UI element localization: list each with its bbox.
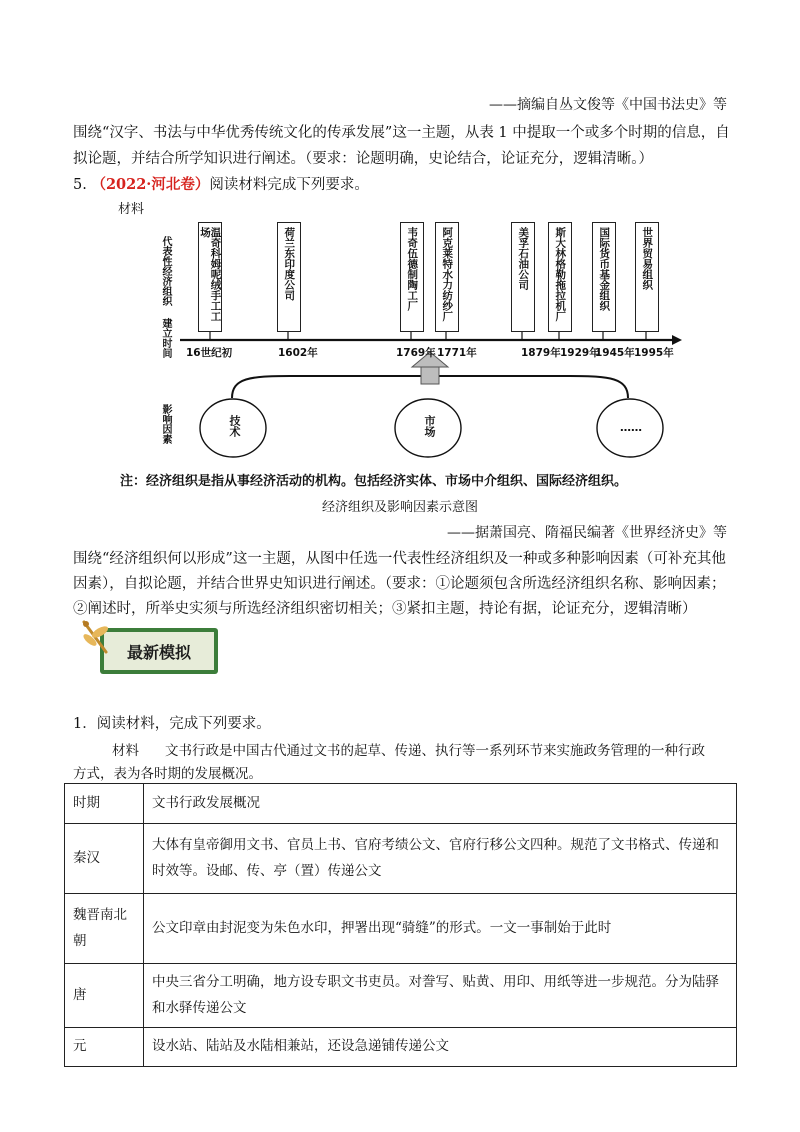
table-cell-period: 唐: [65, 964, 144, 1028]
table-cell-desc: 中央三省分工明确，地方设专职文书吏员。对誊写、贴黄、用印、用纸等进一步规范。分为陆驿和水驿传递公文: [144, 964, 737, 1028]
year-label: 1945年: [595, 347, 635, 359]
table-row: [65, 894, 737, 964]
org-box-wto: 世界贸易组织: [635, 222, 659, 332]
org-box-arkwright: 阿克莱特水力纺纱厂: [435, 222, 459, 332]
section-banner-label: 最新模拟: [104, 632, 214, 670]
q5-prompt-line-2: 因素），自拟论题，并结合世界史知识进行阐述。（要求：①论题须包含所选经济组织名称、影响因素；: [73, 576, 726, 592]
document-admin-table: [64, 783, 737, 1067]
org-box-stalingrad-tractor: 斯大林格勒拖拉机厂: [548, 222, 572, 332]
table-cell-period: 魏晋南北朝: [65, 894, 144, 964]
factor-market: 市场: [423, 415, 436, 437]
sim1-prompt: 1．阅读材料，完成下列要求。: [73, 716, 271, 732]
q5-instruction: 阅读材料完成下列要求。: [209, 177, 369, 193]
table-cell-period: 元: [65, 1028, 144, 1067]
table-header-row: [65, 784, 737, 824]
sim1-material-line-2: 方式，表为各时期的发展概况。: [73, 766, 262, 782]
diagram-caption: 经济组织及影响因素示意图: [321, 500, 478, 515]
q5-prompt-line-3: ②阐述时，所举史实须与所选经济组织密切相关；③紧扣主题，持论有据，论证充分，逻辑清晰）: [73, 601, 697, 617]
factor-technology: 技术: [228, 415, 241, 437]
year-label: 1769年: [396, 347, 436, 359]
org-box-standard-oil: 美孚石油公司: [511, 222, 535, 332]
q5-prompt-line-1: 围绕“经济组织何以形成”这一主题，从图中任选一代表性经济组织及一种或多种影响因素（可补充其他: [73, 551, 726, 567]
table-header-period: 时期: [65, 784, 144, 824]
table-header-overview: 文书行政发展概况: [144, 784, 737, 824]
year-label: 1929年: [560, 347, 600, 359]
source-citation-calligraphy: ——摘编自丛文俊等《中国书法史》等: [489, 97, 727, 113]
source-citation-economic-history: ——据萧国亮、隋福民编著《世界经济史》等: [447, 525, 727, 541]
org-box-wedgwood: 韦奇伍德制陶工厂: [400, 222, 424, 332]
timeline-arrowhead: [672, 335, 682, 345]
q5-material-label: 材料: [118, 202, 145, 217]
org-box-imf: 国际货币基金组织: [592, 222, 616, 332]
q5-number: 5.: [73, 177, 87, 193]
sim1-material-line-1: [112, 739, 705, 759]
year-label: 16世纪初: [186, 347, 233, 359]
table-row: [65, 1028, 737, 1067]
sim1-material-text: 文书行政是中国古代通过文书的起草、传递、执行等一系列环节来实施政务管理的一种行政: [165, 743, 705, 759]
table-cell-desc: 大体有皇帝御用文书、官员上书、官府考绩公文、官府行移公文四种。规范了文书格式、传递和时效等。设邮、传、亭（置）传递公文: [144, 824, 737, 894]
q5-exam-tag: （2022·河北卷）: [91, 176, 210, 193]
section-banner: [100, 628, 222, 678]
diagram-side-label-orgs: 代表性经济组织: [160, 236, 171, 306]
table-cell-desc: 设水站、陆站及水陆相兼站，还设急递铺传递公文: [144, 1028, 737, 1067]
org-box-winchcombe: 温奇科姆呢绒手工工场: [198, 222, 222, 332]
org-box-dutch-east-india: 荷兰东印度公司: [277, 222, 301, 332]
table-cell-period: 秦汉: [65, 824, 144, 894]
diagram-note: 注：经济组织是指从事经济活动的机构。包括经济实体、市场中介组织、国际经济组织。: [120, 474, 628, 489]
q4-prompt-line-2: 拟论题，并结合所学知识进行阐述。（要求：论题明确，史论结合，论证充分，逻辑清晰。）: [73, 151, 653, 167]
upward-arrow-shaft: [421, 366, 439, 384]
sim1-material-label: 材料: [112, 743, 139, 759]
dragonfly-icon: [80, 618, 114, 658]
diagram-side-label-factors: 影响因素: [160, 404, 171, 444]
table-row: [65, 824, 737, 894]
year-label: 1879年: [521, 347, 561, 359]
table-cell-desc: 公文印章由封泥变为朱色水印，押署出现“骑缝”的形式。一文一事制始于此时: [144, 894, 737, 964]
q4-prompt-line-1: 围绕“汉字、书法与中华优秀传统文化的传承发展”这一主题，从表 1 中提取一个或多个时期的信息，自: [73, 125, 730, 141]
factor-more: ……: [620, 421, 642, 434]
year-label: 1995年: [634, 347, 674, 359]
year-label: 1771年: [437, 347, 477, 359]
year-label: 1602年: [278, 347, 318, 359]
table-row: [65, 964, 737, 1028]
diagram-side-label-time: 建立时间: [160, 318, 171, 358]
